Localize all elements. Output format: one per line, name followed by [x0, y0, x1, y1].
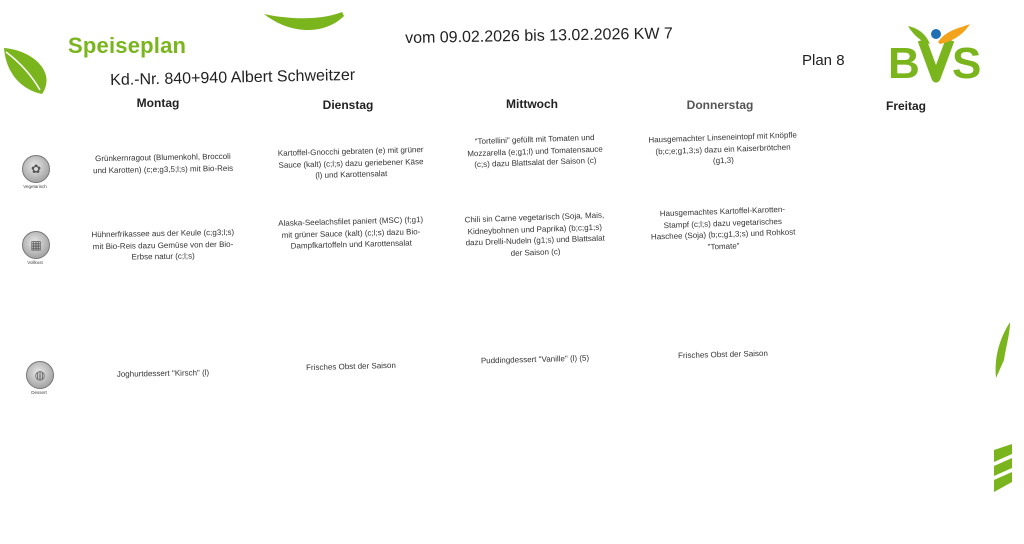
- meal-mittwoch-vollkost: Chili sin Carne vegetarisch (Soja, Mais, Kidneybohnen und Paprika) (b;c;g1;s) dazu Drelli-Nudeln (g1;s) und Blattsalat der Saison (c): [464, 210, 605, 258]
- svg-text:S: S: [952, 39, 982, 84]
- meal-montag-vegetarisch: Grünkernragout (Blumenkohl, Broccoli und Karotten) (c;e;g3,5;l;s) mit Bio-Reis: [92, 151, 234, 175]
- svg-text:B: B: [888, 39, 920, 84]
- meal-dienstag-dessert: Frisches Obst der Saison: [305, 360, 397, 373]
- day-header-freitag: Freitag: [885, 99, 926, 113]
- page-title: Speiseplan: [68, 33, 187, 58]
- meal-mittwoch-dessert: Puddingdessert "Vanille" (l) (5): [480, 353, 590, 366]
- meal-montag-dessert: Joghurtdessert "Kirsch" (l): [116, 368, 210, 379]
- vollkost-icon: ▦: [22, 231, 50, 259]
- bvs-logo: [886, 22, 990, 84]
- meal-donnerstag-dessert: Frisches Obst der Saison: [677, 348, 769, 361]
- leaf-decoration-top-center: [262, 10, 346, 34]
- day-header-mittwoch: Mittwoch: [506, 97, 558, 111]
- day-header-donnerstag: Donnerstag: [686, 98, 754, 112]
- row-label-dessert: Dessert: [31, 390, 47, 395]
- meal-montag-vollkost: Hühnerfrikassee aus der Keule (c;g3;l;s) mit Bio-Reis dazu Gemüse von der Bio-Erbse natur (c;l;s): [91, 227, 235, 262]
- leaf-decoration-top-left: [2, 44, 62, 96]
- meal-dienstag-vollkost: Alaska-Seelachsfilet paniert (MSC) (f;g1) mit grüner Sauce (kalt) (c;l;s) dazu Bio-Dampfkartoffeln und Karottensalat: [278, 215, 424, 251]
- leaf-decoration-right: [990, 320, 1014, 380]
- leaf-decoration-bottom-right: [990, 444, 1016, 496]
- meal-mittwoch-vegetarisch: "Tortellini" gefüllt mit Tomaten und Mozzarella (e;g1;l) und Tomatensauce (c;s) dazu Blattsalat der Saison (c): [467, 132, 603, 170]
- plan-number: Plan 8: [802, 52, 845, 69]
- row-label-vegetarisch: Vegetarisch: [23, 184, 47, 189]
- row-label-vollkost: Vollkost: [27, 260, 43, 265]
- customer-number: Kd.-Nr. 840+940 Albert Schweitzer: [110, 66, 356, 89]
- vegetarian-icon: ✿: [22, 155, 50, 183]
- dessert-icon: ◍: [26, 361, 54, 389]
- meal-dienstag-vegetarisch: Kartoffel-Gnocchi gebraten (e) mit grüner Sauce (kalt) (c;l;s) dazu geriebener Käse (l) und Karottensalat: [277, 145, 424, 180]
- date-range: vom 09.02.2026 bis 13.02.2026 KW 7: [405, 25, 673, 47]
- meal-donnerstag-vegetarisch: Hausgemachter Linseneintopf mit Knöpfle (b;c;e;g1,3;s) dazu ein Kaiserbrötchen (g1,3): [648, 130, 797, 166]
- meal-donnerstag-vollkost: Hausgemachtes Kartoffel-Karotten-Stampf (c;l;s) dazu vegetarisches Haschee (Soja) (b;c;g1,3;s) und Rohkost "Tomate": [650, 204, 796, 252]
- day-header-montag: Montag: [136, 96, 180, 110]
- day-header-dienstag: Dienstag: [322, 98, 374, 112]
